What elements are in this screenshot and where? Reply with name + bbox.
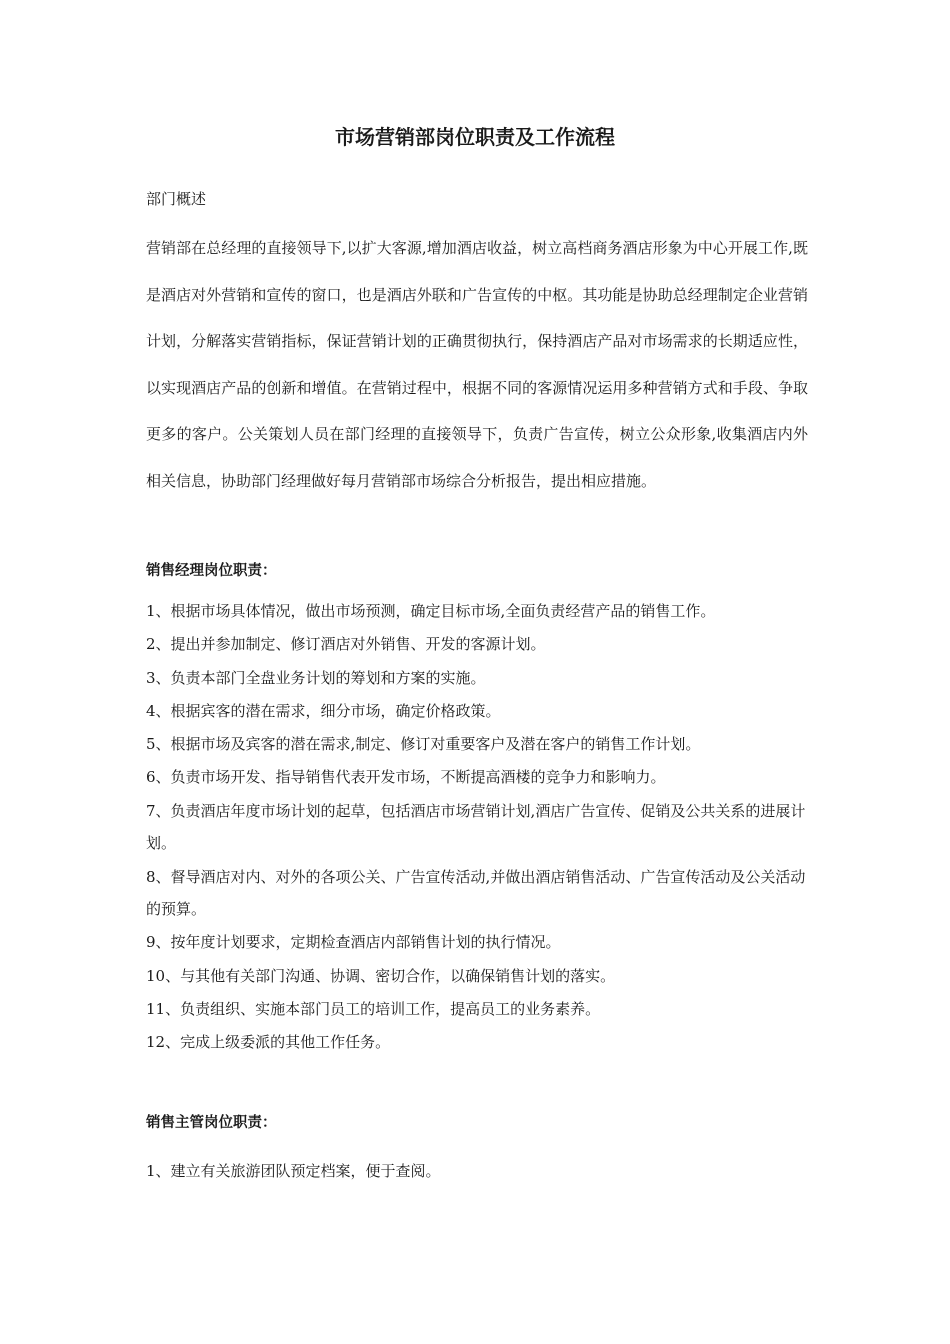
document-title: 市场营销部岗位职责及工作流程 (335, 125, 615, 149)
sales-manager-duties-list (146, 595, 811, 1059)
duty-item: 3、负责本部门全盘业务计划的筹划和方案的实施。 (146, 668, 486, 687)
sales-supervisor-duties-list (146, 1155, 811, 1188)
duty-item: 8、督导酒店对内、对外的各项公关、广告宣传活动,并做出酒店销售活动、广告宣传活动及公关活动的预算。 (146, 867, 806, 919)
duty-item: 7、负责酒店年度市场计划的起草，包括酒店市场营销计划,酒店广告宣传、促销及公共关系的进展计划。 (146, 801, 806, 853)
overview-paragraph: 营销部在总经理的直接领导下,以扩大客源,增加酒店收益，树立高档商务酒店形象为中心开展工作,既是酒店对外营销和宣传的窗口，也是酒店外联和广告宣传的中枢。其功能是协助总经理制定企业营销计划，分解落实营销指标，保证营销计划的正确贯彻执行，保持酒店产品对市场需求的长期适应性，以实现酒店产品的创新和增值。在营销过程中，根据不同的客源情况运用多种营销方式和手段、争取更多的客户。公关策划人员在部门经理的直接领导下，负责广告宣传，树立公众形象,收集酒店内外相关信息，协助部门经理做好每月营销部市场综合分析报告，提出相应措施。 (146, 239, 808, 490)
duty-item: 2、提出并参加制定、修订酒店对外销售、开发的客源计划。 (146, 635, 546, 654)
sales-manager-duties-heading: 销售经理岗位职责： (146, 563, 277, 579)
duty-item: 4、根据宾客的潜在需求，细分市场，确定价格政策。 (146, 701, 501, 720)
duty-item: 10、与其他有关部门沟通、协调、密切合作，以确保销售计划的落实。 (146, 966, 616, 985)
duty-item: 1、建立有关旅游团队预定档案，便于查阅。 (146, 1162, 441, 1180)
duty-item: 11、负责组织、实施本部门员工的培训工作，提高员工的业务素养。 (146, 999, 601, 1018)
duty-item: 5、根据市场及宾客的潜在需求,制定、修订对重要客户及潜在客户的销售工作计划。 (146, 735, 701, 754)
duty-item: 6、负责市场开发、指导销售代表开发市场，不断提高酒楼的竞争力和影响力。 (146, 768, 666, 787)
duty-item: 1、根据市场具体情况，做出市场预测，确定目标市场,全面负责经营产品的销售工作。 (146, 602, 716, 620)
duty-item: 12、完成上级委派的其他工作任务。 (146, 1033, 391, 1052)
duty-item: 9、按年度计划要求，定期检查酒店内部销售计划的执行情况。 (146, 933, 561, 952)
sales-supervisor-duties-heading: 销售主管岗位职责： (146, 1115, 277, 1131)
overview-heading: 部门概述 (146, 190, 207, 208)
